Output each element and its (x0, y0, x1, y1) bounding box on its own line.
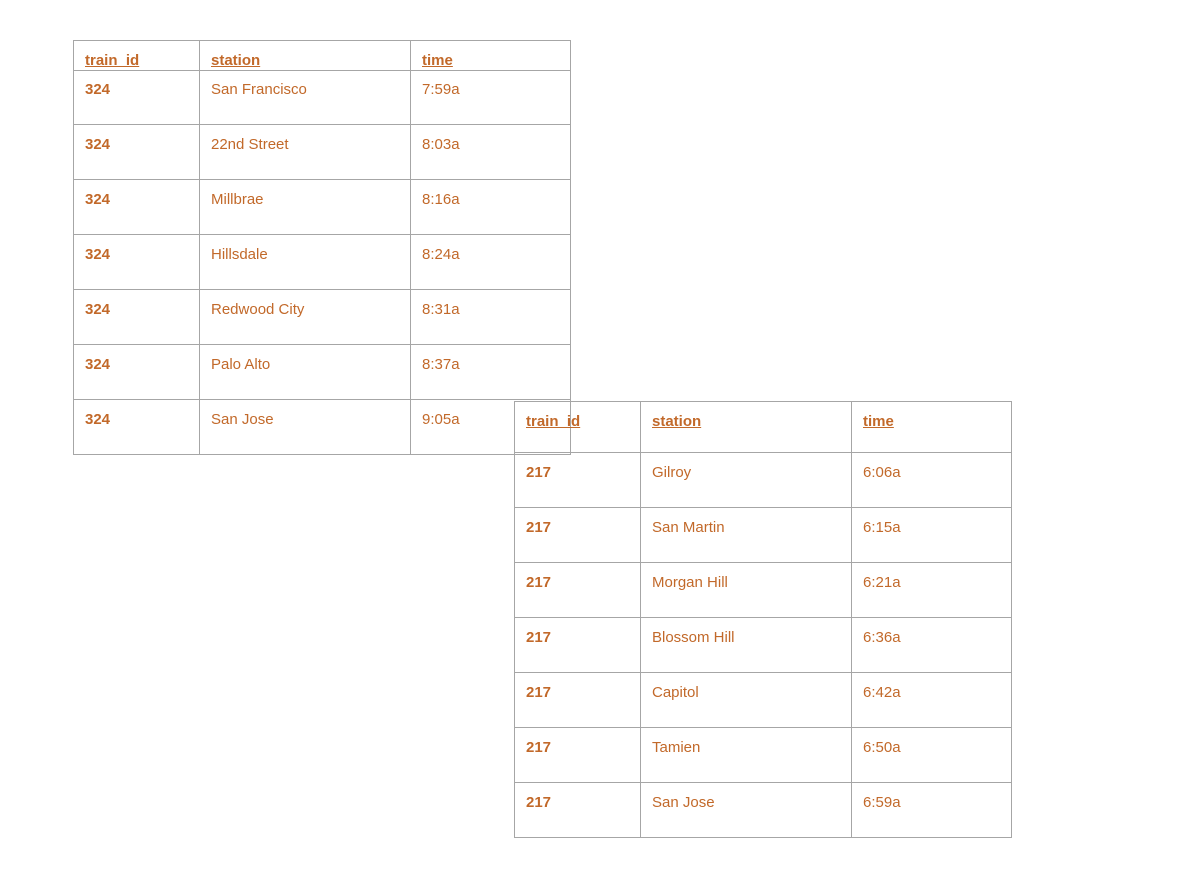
cell-time: 6:42a (852, 673, 1012, 728)
header-station: station (641, 402, 852, 453)
cell-station: San Francisco (200, 71, 411, 125)
table-header-row (74, 41, 571, 71)
cell-station: San Jose (200, 400, 411, 455)
cell-station: Tamien (641, 728, 852, 783)
table-row (515, 508, 1012, 563)
cell-train-id: 324 (74, 235, 200, 290)
cell-station: Redwood City (200, 290, 411, 345)
cell-station: San Jose (641, 783, 852, 838)
cell-train-id: 324 (74, 71, 200, 125)
cell-train-id: 324 (74, 345, 200, 400)
table-row (74, 71, 571, 125)
train-324-table (73, 40, 571, 455)
cell-train-id: 217 (515, 618, 641, 673)
cell-time: 6:59a (852, 783, 1012, 838)
header-time: time (411, 41, 571, 71)
cell-train-id: 217 (515, 508, 641, 563)
cell-time: 7:59a (411, 71, 571, 125)
cell-time: 8:03a (411, 125, 571, 180)
table-row (74, 180, 571, 235)
cell-station: Palo Alto (200, 345, 411, 400)
cell-time: 8:24a (411, 235, 571, 290)
header-train-id: train_id (74, 41, 200, 71)
cell-station: Blossom Hill (641, 618, 852, 673)
cell-station: Hillsdale (200, 235, 411, 290)
train-217-table (514, 401, 1012, 838)
table-row (515, 618, 1012, 673)
table-row (74, 345, 571, 400)
cell-train-id: 217 (515, 673, 641, 728)
header-time: time (852, 402, 1012, 453)
cell-station: Capitol (641, 673, 852, 728)
header-station: station (200, 41, 411, 71)
cell-time: 8:16a (411, 180, 571, 235)
cell-train-id: 324 (74, 290, 200, 345)
cell-train-id: 217 (515, 783, 641, 838)
table-row (515, 783, 1012, 838)
cell-train-id: 217 (515, 563, 641, 618)
table-row (74, 400, 571, 455)
cell-time: 9:05a (411, 400, 571, 455)
table-row (515, 563, 1012, 618)
cell-train-id: 324 (74, 125, 200, 180)
cell-train-id: 217 (515, 453, 641, 508)
table-row (74, 290, 571, 345)
table-row (515, 453, 1012, 508)
cell-time: 6:06a (852, 453, 1012, 508)
table-header-row (515, 402, 1012, 453)
cell-time: 6:21a (852, 563, 1012, 618)
cell-time: 8:31a (411, 290, 571, 345)
cell-time: 6:50a (852, 728, 1012, 783)
cell-station: San Martin (641, 508, 852, 563)
cell-station: Morgan Hill (641, 563, 852, 618)
cell-time: 6:15a (852, 508, 1012, 563)
cell-station: Gilroy (641, 453, 852, 508)
cell-station: 22nd Street (200, 125, 411, 180)
table-row (74, 235, 571, 290)
header-train-id: train_id (515, 402, 641, 453)
cell-train-id: 324 (74, 400, 200, 455)
cell-train-id: 324 (74, 180, 200, 235)
table-row (515, 728, 1012, 783)
cell-station: Millbrae (200, 180, 411, 235)
cell-time: 8:37a (411, 345, 571, 400)
cell-time: 6:36a (852, 618, 1012, 673)
table-row (515, 673, 1012, 728)
table-row (74, 125, 571, 180)
cell-train-id: 217 (515, 728, 641, 783)
